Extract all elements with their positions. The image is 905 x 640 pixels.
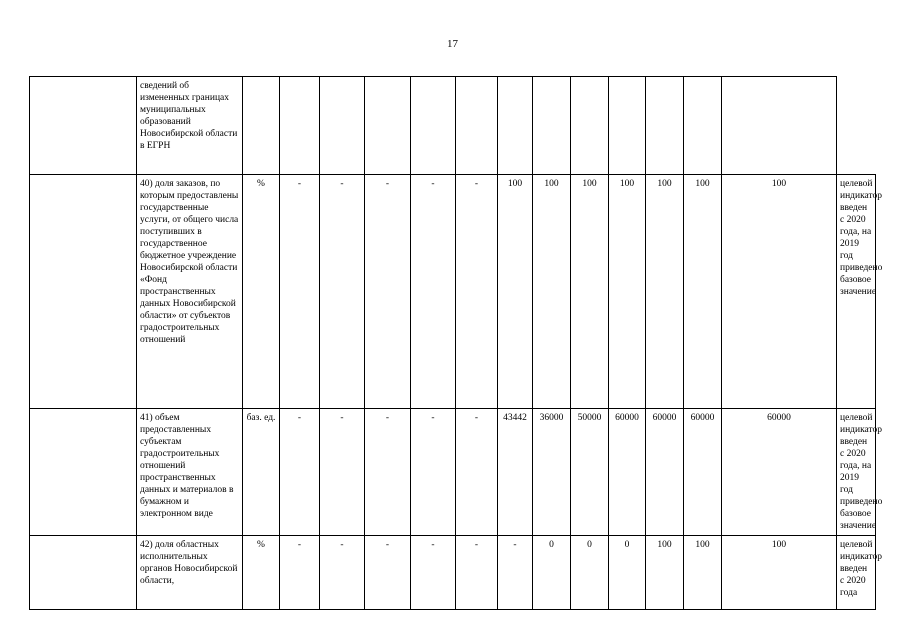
note-cell: целевой индикатор введен с 2020 года, на 2019 год приведено базовое значение xyxy=(837,409,876,536)
value-cell: 43442 xyxy=(498,409,533,536)
value-cell xyxy=(456,77,498,175)
value-cell: 100 xyxy=(722,175,837,409)
value-cell xyxy=(646,77,684,175)
indicators-table xyxy=(29,76,883,610)
indicator-description: 41) объем предоставленных субъектам градостроительных отношений пространственных данных и материалов в бумажном и электронном виде xyxy=(137,409,243,536)
value-cell xyxy=(320,77,365,175)
row-id-cell xyxy=(30,77,137,175)
unit-cell: % xyxy=(243,536,280,610)
row-id-cell xyxy=(30,409,137,536)
value-cell: 60000 xyxy=(684,409,722,536)
value-cell: - xyxy=(320,536,365,610)
value-cell xyxy=(684,77,722,175)
value-cell: 60000 xyxy=(646,409,684,536)
value-cell: - xyxy=(280,409,320,536)
value-cell: 100 xyxy=(646,536,684,610)
value-cell xyxy=(571,77,609,175)
value-cell: - xyxy=(456,175,498,409)
value-cell: - xyxy=(320,409,365,536)
value-cell: - xyxy=(456,536,498,610)
value-cell: - xyxy=(365,175,411,409)
note-cell xyxy=(722,77,837,175)
value-cell: 36000 xyxy=(533,409,571,536)
value-cell: - xyxy=(280,175,320,409)
value-cell: 60000 xyxy=(722,409,837,536)
value-cell: 100 xyxy=(646,175,684,409)
note-cell: целевой индикатор введен с 2020 года, на 2019 год приведено базовое значение xyxy=(837,175,876,409)
value-cell: 0 xyxy=(571,536,609,610)
table-row xyxy=(30,536,876,610)
value-cell: 0 xyxy=(533,536,571,610)
value-cell: 100 xyxy=(722,536,837,610)
value-cell: 60000 xyxy=(609,409,646,536)
value-cell xyxy=(533,77,571,175)
value-cell: 100 xyxy=(684,175,722,409)
value-cell: 100 xyxy=(533,175,571,409)
value-cell xyxy=(498,77,533,175)
value-cell: 0 xyxy=(609,536,646,610)
row-id-cell xyxy=(30,536,137,610)
table-row xyxy=(30,409,876,536)
indicator-description: 40) доля заказов, по которым предоставлены государственные услуги, от общего числа поступивших в государственное бюджетное учреждение Новосибирской области «Фонд пространственных данных Новосибирской области» от субъектов градостроительных отношений xyxy=(137,175,243,409)
value-cell xyxy=(280,77,320,175)
value-cell: - xyxy=(280,536,320,610)
value-cell xyxy=(411,77,456,175)
value-cell: - xyxy=(456,409,498,536)
value-cell: 100 xyxy=(684,536,722,610)
value-cell: 100 xyxy=(498,175,533,409)
value-cell: - xyxy=(365,409,411,536)
value-cell: - xyxy=(320,175,365,409)
value-cell: - xyxy=(411,536,456,610)
value-cell: 50000 xyxy=(571,409,609,536)
value-cell: 100 xyxy=(571,175,609,409)
unit-cell xyxy=(243,77,280,175)
value-cell: - xyxy=(498,536,533,610)
table-row xyxy=(30,175,876,409)
row-id-cell xyxy=(30,175,137,409)
value-cell xyxy=(609,77,646,175)
value-cell xyxy=(365,77,411,175)
indicator-description: 42) доля областных исполнительных органов Новосибирской области, xyxy=(137,536,243,610)
page-number: 17 xyxy=(447,38,458,50)
indicator-description: сведений об измененных границах муниципальных образований Новосибирской области в ЕГРН xyxy=(137,77,243,175)
value-cell: - xyxy=(411,409,456,536)
table-row xyxy=(30,77,876,175)
note-cell: целевой индикатор введен с 2020 года xyxy=(837,536,876,610)
value-cell: - xyxy=(411,175,456,409)
unit-cell: % xyxy=(243,175,280,409)
value-cell: 100 xyxy=(609,175,646,409)
unit-cell: баз. ед. xyxy=(243,409,280,536)
value-cell: - xyxy=(365,536,411,610)
